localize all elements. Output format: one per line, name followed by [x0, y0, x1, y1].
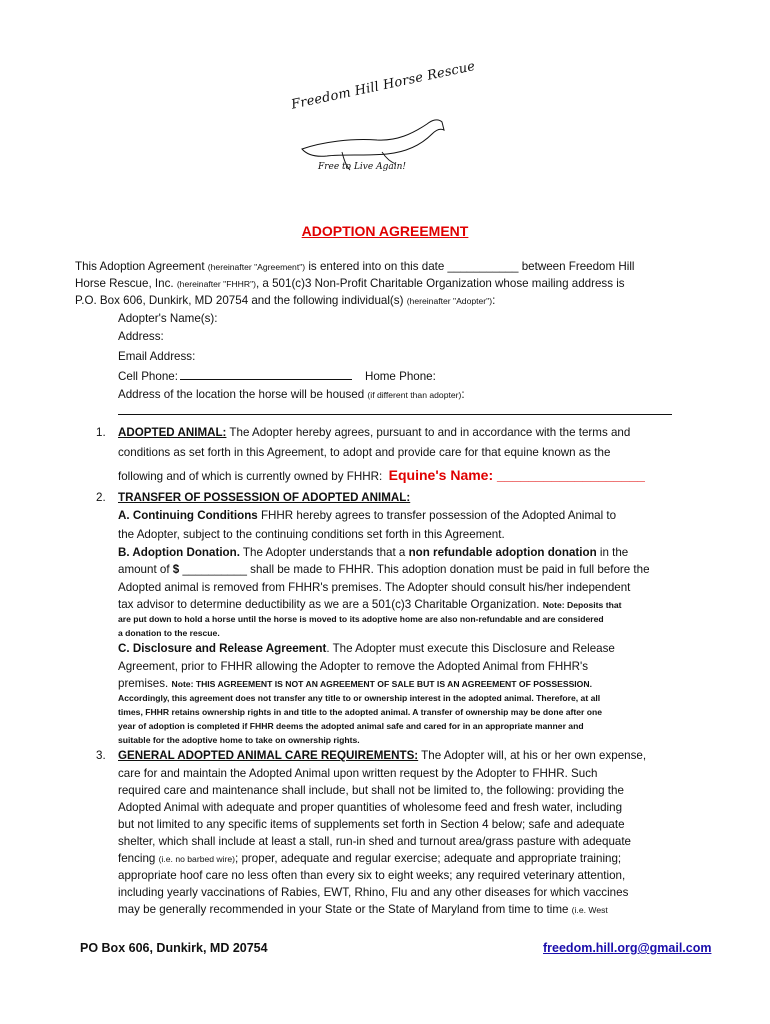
section-2b-note-2: are put down to hold a horse until the horse is moved to its adoptive home are also non-refundable and are considered [118, 614, 604, 624]
footer-email-link[interactable]: freedom.hill.org@gmail.com [543, 941, 712, 955]
section-2c-line-2: Agreement, prior to FHHR allowing the Adopter to remove the Adopted Animal from FHHR's [118, 660, 589, 673]
email-label: Email Address: [118, 350, 196, 363]
section-3-line-3: required care and maintenance shall include, but shall not be limited to, the following: providing the [118, 784, 624, 797]
section-2b-line-2: amount of $ __________ shall be made to FHHR. This adoption donation must be paid in full before the [118, 563, 650, 576]
section-3-line-1: GENERAL ADOPTED ANIMAL CARE REQUIREMENTS: The Adopter will, at his or her own expense, [118, 749, 647, 762]
section-1-number: 1. [96, 426, 106, 439]
section-2c-note-3: times, FHHR retains ownership rights in and title to the adopted animal. A transfer of ownership may be done after one [118, 707, 603, 717]
section-3-line-6: shelter, which shall include at least a stall, run-in shed and turnout area/grass pasture with adequate [118, 835, 632, 848]
section-2b-line-3: Adopted animal is removed from FHHR's premises. The Adopter should consult his/her independent [118, 581, 631, 594]
section-1-line-3: following and of which is currently owned by FHHR: Equine's Name: ___________________ [118, 467, 645, 483]
section-3-number: 3. [96, 749, 106, 762]
section-2a-line-2: the Adopter, subject to the continuing conditions set forth in this Agreement. [118, 528, 505, 541]
section-2a-line-1: A. Continuing Conditions FHHR hereby agrees to transfer possession of the Adopted Animal to [118, 509, 617, 522]
section-1-heading: ADOPTED ANIMAL: [118, 426, 227, 439]
section-2b-note-3: a donation to the rescue. [118, 628, 220, 638]
equine-name-field: Equine's Name: ___________________ [388, 467, 645, 483]
section-2-heading: TRANSFER OF POSSESSION OF ADOPTED ANIMAL: [118, 491, 411, 504]
logo-text: Freedom Hill Horse Rescue [290, 59, 477, 113]
section-2-number: 2. [96, 491, 106, 504]
adopter-names-label: Adopter's Name(s): [118, 312, 218, 325]
section-2b-line-1: B. Adoption Donation. The Adopter understands that a non refundable adoption donation in the [118, 546, 629, 559]
section-3-line-4: Adopted Animal with adequate and proper quantities of wholesome feed and fresh water, including [118, 801, 623, 814]
section-3-line-5: but not limited to any specific items of supplements set forth in Section 4 below; safe and adequate [118, 818, 625, 831]
section-3-heading: GENERAL ADOPTED ANIMAL CARE REQUIREMENTS: [118, 749, 419, 762]
intro-line-2: Horse Rescue, Inc. (hereinafter "FHHR"), a 501(c)3 Non-Profit Charitable Organization whose mailing address is [75, 277, 625, 290]
section-1-line-1: ADOPTED ANIMAL: The Adopter hereby agrees, pursuant to and in accordance with the terms and [118, 426, 631, 439]
section-2c-line-1: C. Disclosure and Release Agreement. The Adopter must execute this Disclosure and Release [118, 642, 615, 655]
section-3-line-7: fencing (i.e. no barbed wire); proper, adequate and regular exercise; adequate and appropriate training; [118, 852, 622, 865]
address-label: Address: [118, 330, 164, 343]
section-1-line-2: conditions as set forth in this Agreement, to adopt and provide care for that equine known as the [118, 446, 611, 459]
footer-address: PO Box 606, Dunkirk, MD 20754 [80, 941, 268, 955]
location-blank-line [118, 414, 672, 415]
section-3-line-2: care for and maintain the Adopted Animal upon written request by the Adopter to FHHR. Such [118, 767, 598, 780]
section-2c-note-5: suitable for the adoptive home to take on ownership rights. [118, 735, 360, 745]
horse-silhouette-icon [302, 120, 444, 157]
section-2c-line-3: premises. Note: THIS AGREEMENT IS NOT AN AGREEMENT OF SALE BUT IS AN AGREEMENT OF POSSESSION. [118, 677, 592, 690]
document-title: ADOPTION AGREEMENT [301, 223, 469, 239]
section-2c-note-4: year of adoption is completed if FHHR deems the adopted animal safe and cared for in an appropriate manner and [118, 721, 584, 731]
horse-location-label: Address of the location the horse will be housed (if different than adopter): [118, 388, 465, 401]
section-3-line-10: may be generally recommended in your State or the State of Maryland from time to time (i.e. West [118, 903, 608, 916]
section-3-line-8: appropriate hoof care no less often than every six to eight weeks; any required veterinary attention, [118, 869, 626, 882]
intro-line-3: P.O. Box 606, Dunkirk, MD 20754 and the following individual(s) (hereinafter "Adopter"): [75, 294, 496, 307]
logo-tagline: Free to Live Again! [318, 162, 407, 172]
section-2c-note-2: Accordingly, this agreement does not transfer any title to or ownership interest in the adopted animal. Therefore, at all [118, 693, 601, 703]
section-2b-line-4: tax advisor to determine deductibility as we are a 501(c)3 Charitable Organization. Note: Deposits that [118, 598, 622, 611]
intro-line-1: This Adoption Agreement (hereinafter "Agreement") is entered into on this date ___________ between Freedom Hill [75, 260, 635, 273]
cell-phone-field: Cell Phone: Home Phone: [118, 370, 436, 383]
section-3-line-9: including yearly vaccinations of Rabies, EWT, Rhino, Flu and any other diseases for which vaccines [118, 886, 629, 899]
